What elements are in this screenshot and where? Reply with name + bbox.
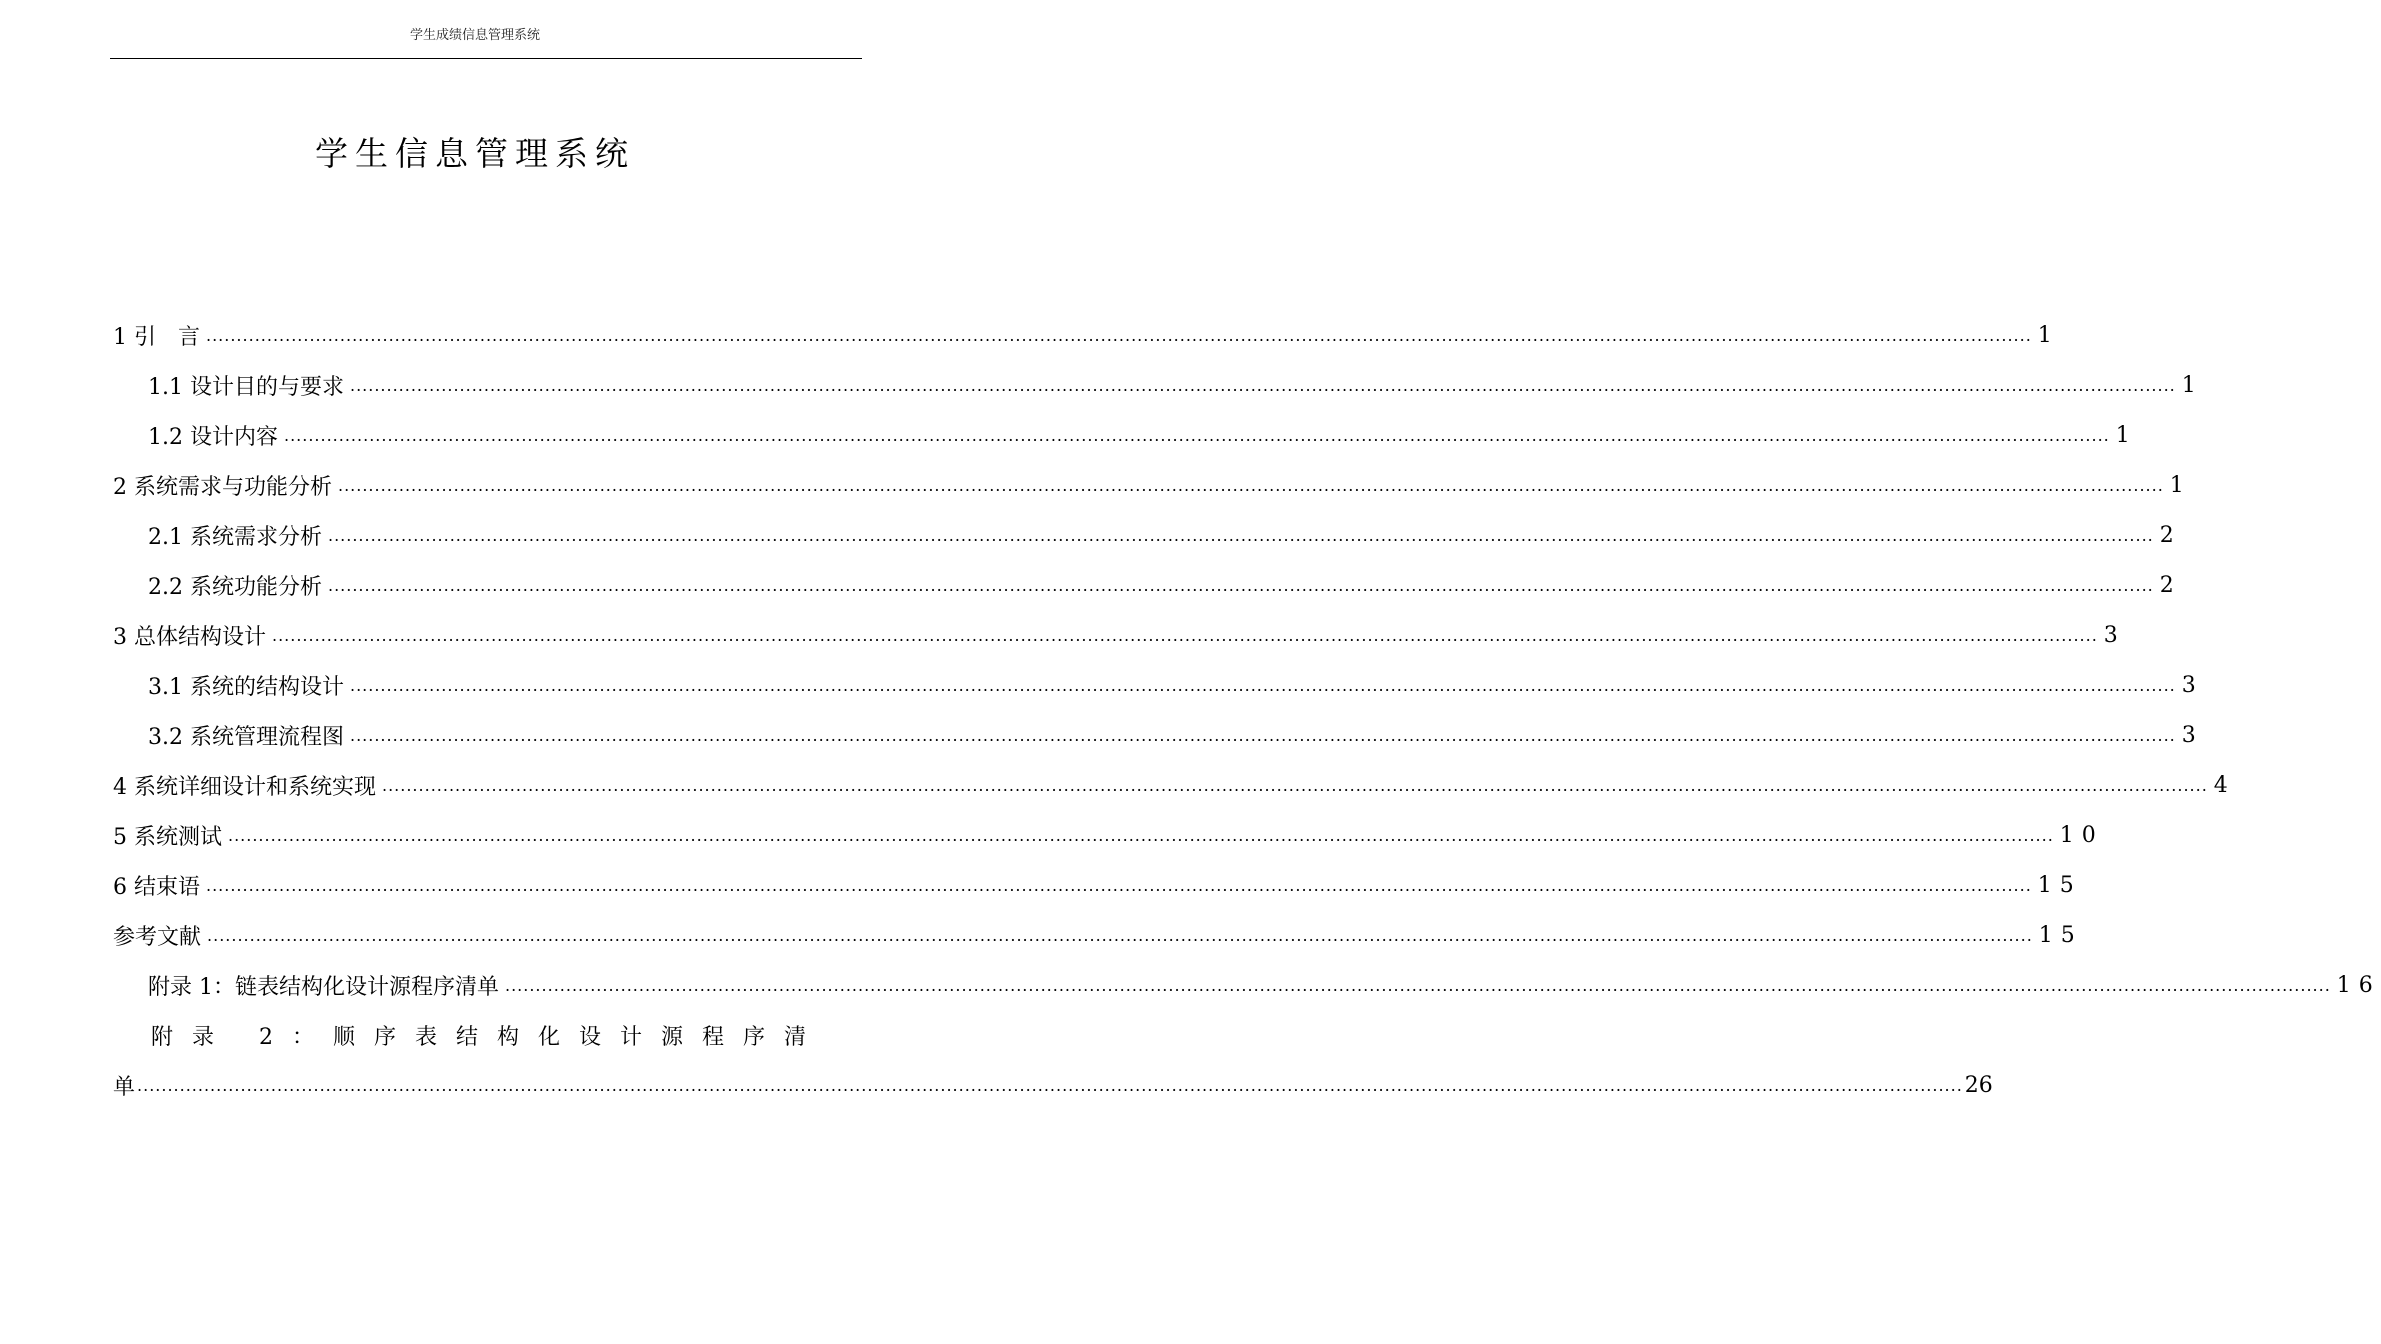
toc-entry[interactable] [113,460,2192,510]
toc-entry-label: 5 系统测试 [113,824,222,850]
toc-entry-page: 3 [2181,722,2204,748]
toc-entry-label: 2.1 系统需求分析 [148,524,322,550]
toc-leader-dots: ............................................................................................................................................................................................................................................................................................................ [228,825,2054,845]
toc-entry-page: 1 [2115,422,2138,448]
table-of-contents [113,310,2381,1110]
toc-entry[interactable] [113,660,2204,710]
running-header: 学生成绩信息管理系统 [409,28,540,43]
toc-entry[interactable] [113,360,2204,410]
toc-entry[interactable] [113,810,2104,860]
toc-entry[interactable] [113,560,2182,610]
toc-entry-label: 附录 1：链表结构化设计源程序清单 [148,974,499,1000]
toc-leader-dots: ............................................................................................................................................................................................................................................................................................................ [338,475,2164,495]
toc-entry-page: 3 [2103,622,2126,648]
toc-leader-dots: ............................................................................................................................................................................................................................................................................................................ [283,425,2110,445]
toc-leader-dots: ............................................................................................................................................................................................................................................................................................................ [137,1075,1963,1095]
toc-entry-page: 4 [2213,772,2236,798]
toc-leader-dots: ............................................................................................................................................................................................................................................................................................................ [272,625,2098,645]
toc-entry[interactable] [113,910,2083,960]
toc-entry[interactable] [113,310,2060,360]
toc-entry-page: 15 [2037,872,2082,898]
toc-entry-page: 10 [2059,822,2104,848]
toc-leader-dots: ............................................................................................................................................................................................................................................................................................................ [206,325,2032,345]
toc-entry-page: 1 [2169,472,2192,498]
toc-entry-page: 2 [2159,572,2182,598]
toc-entry-page: 16 [2336,972,2381,998]
toc-leader-dots: ............................................................................................................................................................................................................................................................................................................ [349,675,2176,695]
toc-leader-dots: ............................................................................................................................................................................................................................................................................................................ [505,975,2331,995]
header-rule [110,58,862,59]
toc-leader-dots: ............................................................................................................................................................................................................................................................................................................ [327,525,2154,545]
toc-entry-page: 2 [2159,522,2182,548]
toc-entry[interactable] [113,760,2236,810]
toc-leader-dots: ............................................................................................................................................................................................................................................................................................................ [207,925,2033,945]
toc-leader-dots: ............................................................................................................................................................................................................................................................................................................ [349,375,2176,395]
toc-entry-label: 3.1 系统的结构设计 [148,674,344,700]
toc-entry-page: 1 [2181,372,2204,398]
toc-entry-label: 1 引 言 [113,324,200,350]
toc-entry-label: 6 结束语 [113,874,200,900]
toc-leader-dots: ............................................................................................................................................................................................................................................................................................................ [206,875,2032,895]
toc-entry-label: 4 系统详细设计和系统实现 [113,774,376,800]
toc-leader-dots: ............................................................................................................................................................................................................................................................................................................ [382,775,2208,795]
toc-entry[interactable] [113,960,2381,1010]
toc-leader-dots: ............................................................................................................................................................................................................................................................................................................ [327,575,2154,595]
toc-entry[interactable] [113,610,2126,660]
toc-entry-label: 参考文献 [113,924,202,950]
toc-entry-label: 附录 2：顺序表结构化设计源程序清 [151,1024,825,1050]
toc-entry-label: 3 总体结构设计 [113,624,266,650]
document-title: 学生信息管理系统 [315,134,635,173]
toc-leader-dots: ............................................................................................................................................................................................................................................................................................................ [349,725,2176,745]
toc-entry-page: 15 [2038,922,2083,948]
toc-entry-label: 3.2 系统管理流程图 [148,724,344,750]
toc-entry-label-continued: 单 [113,1074,136,1100]
toc-entry-page: 1 [2037,322,2060,348]
toc-entry[interactable] [113,710,2204,760]
toc-entry[interactable] [113,860,2082,910]
toc-entry-page: 3 [2181,672,2204,698]
toc-entry[interactable] [113,410,2138,460]
toc-entry-label: 2 系统需求与功能分析 [113,474,332,500]
toc-entry-label: 1.2 设计内容 [148,424,278,450]
toc-entry-label: 1.1 设计目的与要求 [148,374,344,400]
toc-entry-label: 2.2 系统功能分析 [148,574,322,600]
toc-entry-appendix2-line2[interactable] [113,1060,1993,1110]
toc-entry-appendix2-line1[interactable] [113,1010,853,1060]
toc-entry[interactable] [113,510,2182,560]
toc-entry-page: 26 [1964,1072,1993,1098]
